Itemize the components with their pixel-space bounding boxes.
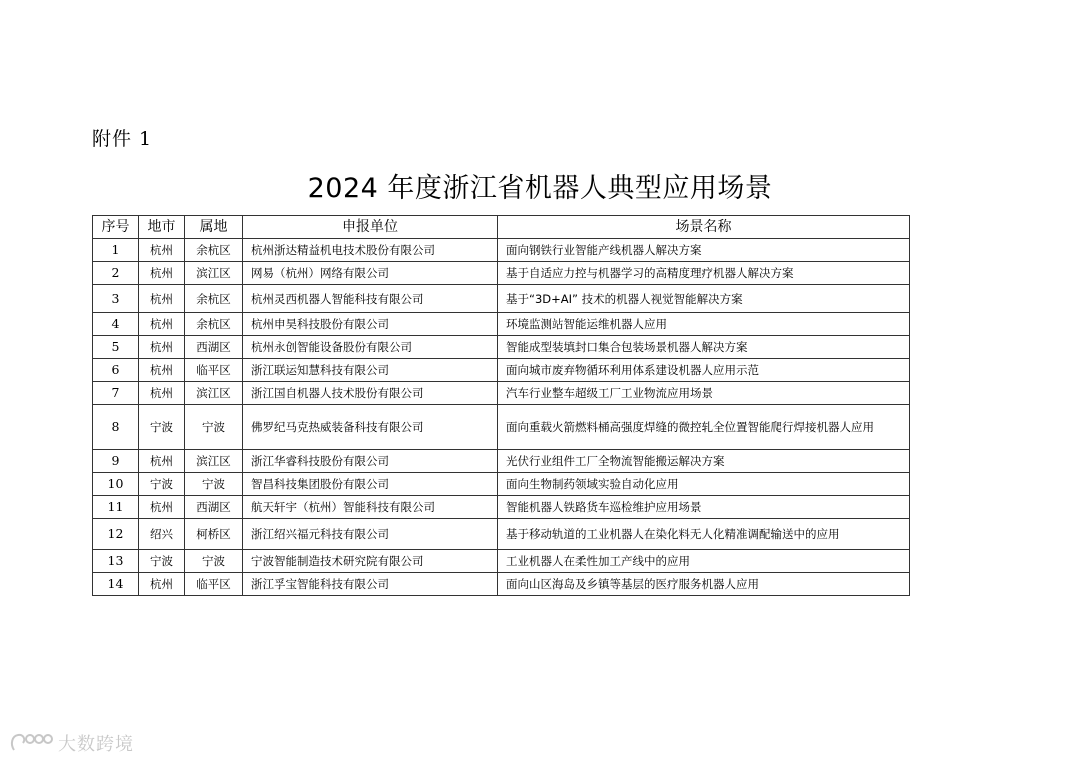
- cell-scene-name: 面向钢铁行业智能产线机器人解决方案: [498, 239, 910, 262]
- table-row: [93, 382, 910, 405]
- cell-scene-name: 汽车行业整车超级工厂工业物流应用场景: [498, 382, 910, 405]
- cell-no: 12: [93, 519, 139, 550]
- cell-no: 13: [93, 550, 139, 573]
- cell-city: 杭州: [139, 382, 185, 405]
- table-row: [93, 496, 910, 519]
- cell-no: 3: [93, 285, 139, 313]
- cell-district: 滨江区: [185, 262, 243, 285]
- cell-district: 滨江区: [185, 382, 243, 405]
- watermark-text: 大数跨境: [58, 734, 134, 755]
- cell-city: 杭州: [139, 359, 185, 382]
- cell-no: 10: [93, 473, 139, 496]
- cell-scene-name: 面向生物制药领域实验自动化应用: [498, 473, 910, 496]
- cell-city: 绍兴: [139, 519, 185, 550]
- cell-scene-name: 智能机器人铁路货车巡检维护应用场景: [498, 496, 910, 519]
- scenes-table: [92, 215, 910, 596]
- cell-district: 柯桥区: [185, 519, 243, 550]
- cell-city: 杭州: [139, 239, 185, 262]
- cell-scene-name: 工业机器人在柔性加工产线中的应用: [498, 550, 910, 573]
- cell-scene-name: 智能成型装填封口集合包装场景机器人解决方案: [498, 336, 910, 359]
- cell-district: 临平区: [185, 359, 243, 382]
- cell-city: 杭州: [139, 313, 185, 336]
- cell-city: 杭州: [139, 450, 185, 473]
- header-district: 属地: [185, 216, 243, 239]
- table-row: [93, 313, 910, 336]
- table-row: [93, 519, 910, 550]
- table-row: [93, 473, 910, 496]
- table-header-row: [93, 216, 910, 239]
- cell-no: 7: [93, 382, 139, 405]
- cell-unit: 杭州灵西机器人智能科技有限公司: [243, 285, 498, 313]
- cell-no: 2: [93, 262, 139, 285]
- table-row: [93, 336, 910, 359]
- cell-no: 5: [93, 336, 139, 359]
- cell-unit: 网易（杭州）网络有限公司: [243, 262, 498, 285]
- cell-city: 宁波: [139, 550, 185, 573]
- cell-no: 4: [93, 313, 139, 336]
- table-row: [93, 239, 910, 262]
- cell-scene-name: 基于自适应力控与机器学习的高精度理疗机器人解决方案: [498, 262, 910, 285]
- cell-unit: 杭州永创智能设备股份有限公司: [243, 336, 498, 359]
- cell-district: 西湖区: [185, 496, 243, 519]
- cell-unit: 智昌科技集团股份有限公司: [243, 473, 498, 496]
- cell-unit: 宁波智能制造技术研究院有限公司: [243, 550, 498, 573]
- cell-no: 14: [93, 573, 139, 596]
- cell-scene-name: 面向重载火箭燃料桶高强度焊缝的微控轧全位置智能爬行焊接机器人应用: [498, 405, 910, 450]
- cell-district: 滨江区: [185, 450, 243, 473]
- cell-district: 余杭区: [185, 285, 243, 313]
- table-row: [93, 573, 910, 596]
- header-scene-name: 场景名称: [498, 216, 910, 239]
- cell-city: 杭州: [139, 496, 185, 519]
- header-city: 地市: [139, 216, 185, 239]
- header-no: 序号: [93, 216, 139, 239]
- header-unit: 申报单位: [243, 216, 498, 239]
- cell-city: 宁波: [139, 405, 185, 450]
- cell-unit: 杭州浙达精益机电技术股份有限公司: [243, 239, 498, 262]
- cell-no: 1: [93, 239, 139, 262]
- cell-unit: 杭州申昊科技股份有限公司: [243, 313, 498, 336]
- attachment-label: 附件 1: [92, 128, 153, 150]
- cell-district: 临平区: [185, 573, 243, 596]
- cell-district: 西湖区: [185, 336, 243, 359]
- brand-logo-icon: [8, 730, 54, 756]
- cell-city: 杭州: [139, 285, 185, 313]
- table-row: [93, 450, 910, 473]
- table-row: [93, 405, 910, 450]
- cell-unit: 浙江绍兴福元科技有限公司: [243, 519, 498, 550]
- cell-no: 6: [93, 359, 139, 382]
- cell-scene-name: 面向城市废弃物循环利用体系建设机器人应用示范: [498, 359, 910, 382]
- table-row: [93, 262, 910, 285]
- cell-scene-name: 面向山区海岛及乡镇等基层的医疗服务机器人应用: [498, 573, 910, 596]
- document-title: 2024 年度浙江省机器人典型应用场景: [307, 173, 773, 204]
- cell-no: 8: [93, 405, 139, 450]
- table-row: [93, 285, 910, 313]
- table-row: [93, 359, 910, 382]
- cell-unit: 佛罗纪马克热威装备科技有限公司: [243, 405, 498, 450]
- table-row: [93, 550, 910, 573]
- cell-unit: 浙江孚宝智能科技有限公司: [243, 573, 498, 596]
- cell-district: 宁波: [185, 550, 243, 573]
- table-body: [93, 239, 910, 596]
- cell-district: 余杭区: [185, 313, 243, 336]
- cell-unit: 浙江国自机器人技术股份有限公司: [243, 382, 498, 405]
- watermark: [8, 728, 134, 758]
- cell-unit: 航天轩宇（杭州）智能科技有限公司: [243, 496, 498, 519]
- cell-scene-name: 基于移动轨道的工业机器人在染化料无人化精准调配输送中的应用: [498, 519, 910, 550]
- cell-scene-name: 基于“3D+AI” 技术的机器人视觉智能解决方案: [498, 285, 910, 313]
- cell-city: 宁波: [139, 473, 185, 496]
- cell-district: 宁波: [185, 405, 243, 450]
- cell-no: 11: [93, 496, 139, 519]
- cell-district: 宁波: [185, 473, 243, 496]
- cell-city: 杭州: [139, 336, 185, 359]
- cell-city: 杭州: [139, 262, 185, 285]
- cell-no: 9: [93, 450, 139, 473]
- cell-scene-name: 光伏行业组件工厂全物流智能搬运解决方案: [498, 450, 910, 473]
- cell-district: 余杭区: [185, 239, 243, 262]
- cell-city: 杭州: [139, 573, 185, 596]
- cell-unit: 浙江联运知慧科技有限公司: [243, 359, 498, 382]
- cell-unit: 浙江华睿科技股份有限公司: [243, 450, 498, 473]
- cell-scene-name: 环境监测站智能运维机器人应用: [498, 313, 910, 336]
